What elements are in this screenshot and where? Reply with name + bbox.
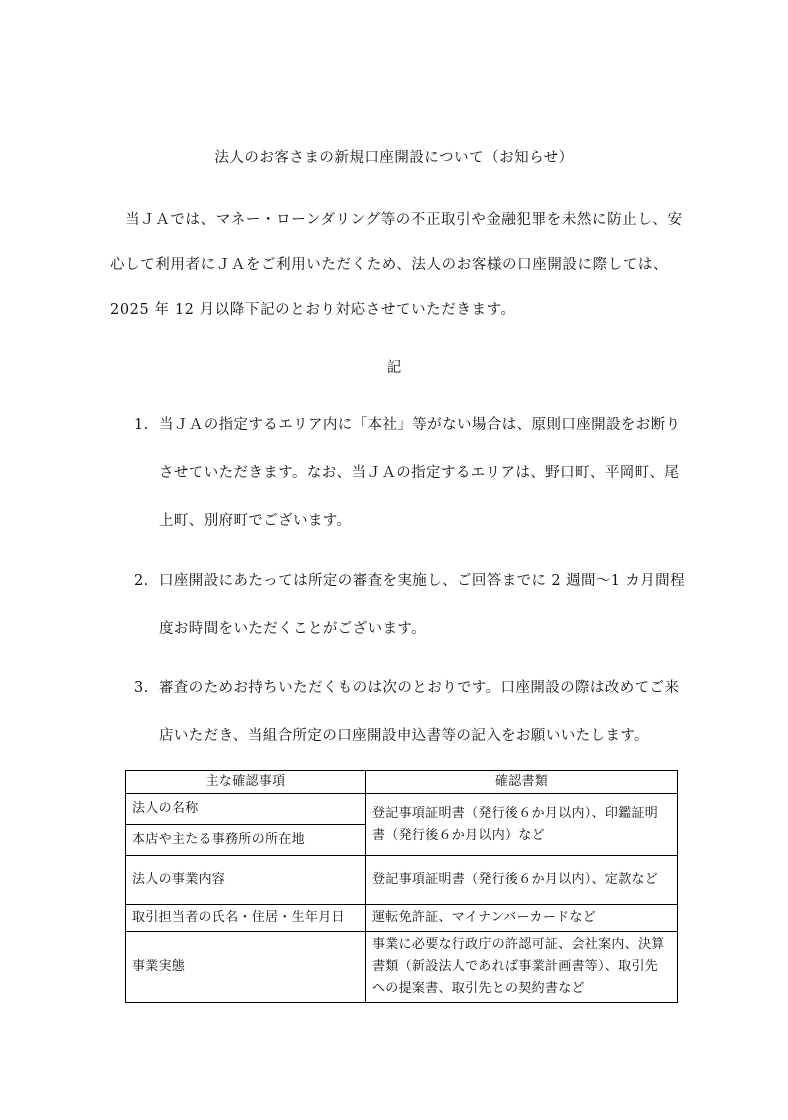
item-line: 口座開設にあたっては所定の審査を実施し、ご回答までに 2 週間〜1 カ月間程	[159, 573, 685, 589]
column-header: 主な確認事項	[126, 771, 366, 794]
table-cell-item: 法人の名称	[126, 794, 366, 825]
table-cell-doc: 登記事項証明書（発行後６か月以内）、定款など	[366, 856, 678, 905]
page-title: 法人のお客さまの新規口座開設について（お知らせ）	[214, 150, 574, 166]
table-cell-item: 法人の事業内容	[126, 856, 366, 905]
item-number: 2.	[134, 573, 149, 589]
intro-line: 当ＪＡでは、マネー・ローンダリング等の不正取引や金融犯罪を未然に防止し、安	[110, 212, 683, 228]
confirmation-table	[125, 770, 678, 1003]
item-line: させていただきます。なお、当ＪＡの指定するエリアは、野口町、平岡町、尾	[159, 465, 680, 481]
item-number: 1.	[134, 417, 149, 433]
item-number: 3.	[134, 680, 149, 696]
intro-paragraph	[110, 198, 690, 333]
list-item-3	[134, 664, 679, 760]
table-row	[126, 932, 678, 1003]
table-cell-doc: 登記事項証明書（発行後６か月以内）、印鑑証明書（発行後６か月以内）など	[366, 794, 678, 856]
table-cell-item: 本店や主たる事務所の所在地	[126, 825, 366, 856]
table-row	[126, 856, 678, 905]
item-line: 上町、別府町でございます。	[159, 513, 352, 529]
intro-line: 心して利用者にＪＡをご利用いただくため、法人のお客様の口座開設に際しては、	[110, 257, 669, 273]
item-line: 店いただき、当組合所定の口座開設申込書等の記入をお願いいたします。	[159, 728, 649, 744]
table-row	[126, 794, 678, 825]
table-cell-doc: 運転免許証、マイナンバーカードなど	[366, 905, 678, 932]
list-item-2	[134, 557, 685, 653]
table-row	[126, 905, 678, 932]
item-line: 審査のためお持ちいただくものは次のとおりです。口座開設の際は改めてご来	[159, 680, 680, 696]
ki-heading: 記	[386, 360, 402, 376]
item-line: 度お時間をいただくことがございます。	[159, 621, 427, 637]
table-cell-item: 事業実態	[126, 932, 366, 1003]
column-header: 確認書類	[366, 771, 678, 794]
table-cell-doc: 事業に必要な行政庁の許認可証、会社案内、決算書類（新設法人であれば事業計画書等）、取引先への提案書、取引先との契約書など	[366, 932, 678, 1003]
table-cell-item: 取引担当者の氏名・住居・生年月日	[126, 905, 366, 932]
table-header-row	[126, 771, 678, 794]
intro-line: 2025 年 12 月以降下記のとおり対応させていただきます。	[110, 302, 516, 318]
list-item-1	[134, 401, 679, 545]
item-line: 当ＪＡの指定するエリア内に「本社」等がない場合は、原則口座開設をお断り	[159, 417, 681, 433]
